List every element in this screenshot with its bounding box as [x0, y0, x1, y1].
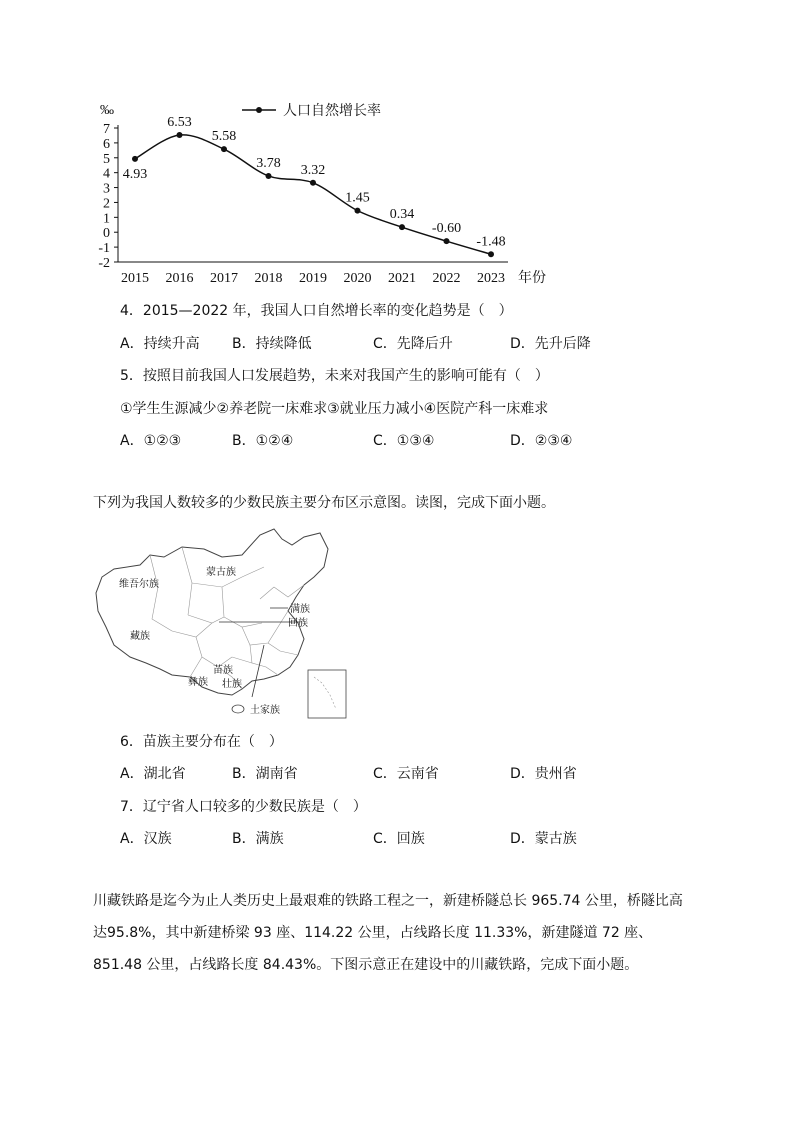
- q5-option-d[interactable]: D．②③④: [510, 433, 573, 449]
- label-uyghur: 维吾尔族: [119, 579, 159, 590]
- data-label: -0.60: [431, 221, 462, 237]
- map-svg: [92, 527, 352, 722]
- label-tibetan: 藏族: [130, 631, 150, 642]
- y-unit-label: ‰: [100, 103, 114, 118]
- x-tick-label: 2020: [343, 271, 372, 286]
- q4-option-b[interactable]: B．持续降低: [232, 336, 312, 352]
- data-label: 3.78: [256, 155, 281, 171]
- x-tick-label: 2021: [388, 271, 416, 286]
- railway-intro: 川藏铁路是迄今为止人类历史上最艰难的铁路工程之一，新建桥隧总长 965.74 公里，桥隧比高达95.8%，其中新建桥梁 93 座、114.22 公里，占线路长度 11.33%，新建隧道 72 座、851.48 公里，占线路长度 84.43%。下图示意正在建设中的川藏铁路，完成下面小题。: [93, 893, 683, 973]
- label-zhuang: 壮族: [222, 679, 242, 690]
- chart-svg: [90, 98, 590, 290]
- q5-option-c[interactable]: C．①③④: [373, 433, 435, 449]
- legend: [242, 103, 381, 119]
- data-point: [355, 208, 361, 214]
- q6-option-d[interactable]: D．贵州省: [510, 766, 577, 782]
- q7-option-b[interactable]: B．满族: [232, 831, 284, 847]
- label-mongol: 蒙古族: [206, 567, 236, 578]
- data-label: 1.45: [345, 190, 370, 206]
- q4-option-c[interactable]: C．先降后升: [373, 336, 453, 352]
- data-point: [266, 173, 272, 179]
- x-tick-label: 2019: [299, 271, 327, 286]
- x-axis-label: 年份: [518, 271, 546, 286]
- y-tick-label: 4: [103, 166, 110, 182]
- y-tick-label: -2: [98, 256, 110, 271]
- q4-option-a[interactable]: A．持续升高: [120, 336, 200, 352]
- q4-stem: 4．2015—2022 年，我国人口自然增长率的变化趋势是（ ）: [120, 303, 513, 319]
- q5-option-a[interactable]: A．①②③: [120, 433, 182, 449]
- q6-option-c[interactable]: C．云南省: [373, 766, 439, 782]
- x-tick-label: 2018: [254, 271, 283, 286]
- ethnic-minority-map: [92, 527, 352, 722]
- q4-option-d[interactable]: D．先升后降: [510, 336, 591, 352]
- data-point: [488, 251, 494, 257]
- data-label: 3.32: [300, 162, 326, 178]
- y-tick-label: 1: [103, 211, 110, 227]
- x-tick-label: 2022: [432, 271, 461, 286]
- data-point: [221, 146, 227, 152]
- data-point: [177, 132, 183, 138]
- label-miao: 苗族: [213, 665, 233, 676]
- q6-option-b[interactable]: B．湖南省: [232, 766, 298, 782]
- data-point: [399, 224, 405, 230]
- population-growth-chart: [90, 98, 590, 290]
- label-tujia: 土家族: [250, 705, 280, 716]
- q5-items: ①学生生源减少②养老院一床难求③就业压力减小④医院产科一床难求: [120, 401, 549, 417]
- label-yi: 彝族: [188, 677, 208, 688]
- x-tick-label: 2015: [121, 271, 149, 286]
- hainan-island: [232, 705, 244, 713]
- y-tick-label: 5: [103, 151, 110, 167]
- south-china-sea-inset: [308, 670, 346, 718]
- legend-label: 人口自然增长率: [283, 103, 381, 119]
- q7-option-c[interactable]: C．回族: [373, 831, 425, 847]
- q5-option-b[interactable]: B．①②④: [232, 433, 294, 449]
- y-tick-label: 2: [103, 196, 110, 212]
- y-tick-label: -1: [98, 241, 110, 257]
- data-point: [310, 180, 316, 186]
- data-label: 6.53: [167, 114, 192, 130]
- data-point: [444, 238, 450, 244]
- map-intro: 下列为我国人数较多的少数民族主要分布区示意图。读图，完成下面小题。: [93, 495, 555, 511]
- series-line: [135, 135, 491, 254]
- label-hui: 回族: [288, 618, 308, 629]
- y-tick-label: 6: [103, 136, 110, 152]
- data-label: 0.34: [389, 207, 415, 223]
- data-label: -1.48: [476, 234, 506, 250]
- q5-stem: 5．按照目前我国人口发展趋势，未来对我国产生的影响可能有（ ）: [120, 368, 549, 384]
- q7-stem: 7．辽宁省人口较多的少数民族是（ ）: [120, 799, 367, 815]
- x-tick-label: 2017: [210, 271, 238, 286]
- q6-option-a[interactable]: A．湖北省: [120, 766, 186, 782]
- y-tick-label: 3: [103, 181, 110, 197]
- y-tick-label: 0: [103, 226, 110, 242]
- q7-option-d[interactable]: D．蒙古族: [510, 831, 577, 847]
- x-tick-label: 2023: [477, 271, 505, 286]
- q7-option-a[interactable]: A．汉族: [120, 831, 172, 847]
- data-label: 4.93: [122, 166, 148, 182]
- x-tick-label: 2016: [165, 271, 194, 286]
- data-label: 5.58: [211, 129, 237, 145]
- y-tick-label: 7: [103, 122, 110, 137]
- q6-stem: 6．苗族主要分布在（ ）: [120, 734, 283, 750]
- label-manchu: 满族: [290, 604, 310, 615]
- data-point: [132, 156, 138, 162]
